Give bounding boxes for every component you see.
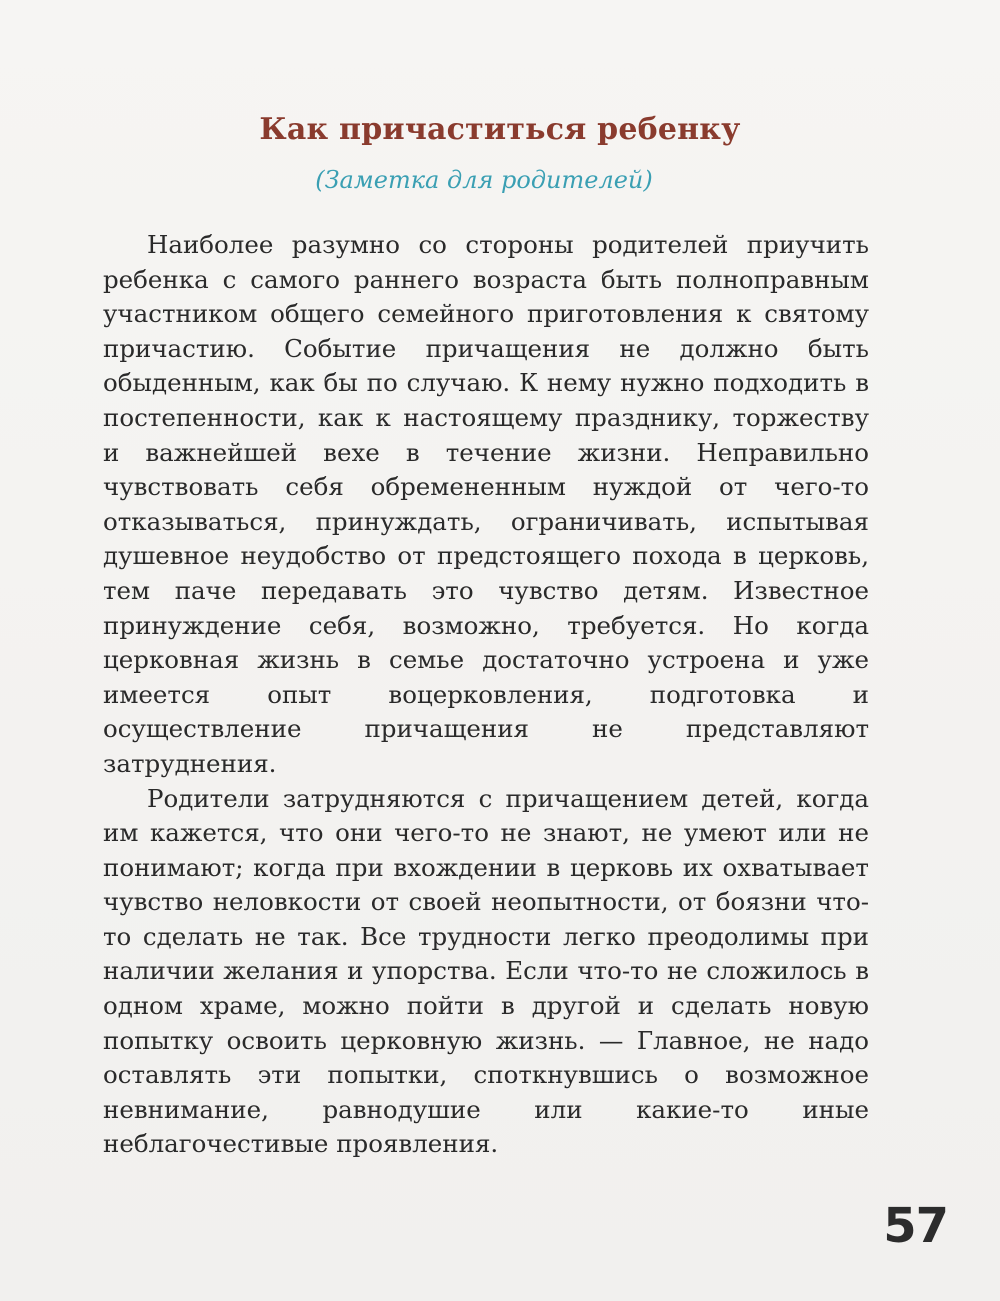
paragraph-1: Наиболее разумно со стороны родителей приучить ребенка с самого раннего возраста быть полноправным участником общего семейного приготовления к святому причастию. Событие причащения не должно быть обыденным, как бы по случаю. К нему нужно подходить в постепенности, как к настоящему празднику, торжеству и важнейшей вехе в течение жизни. Неправильно чувствовать себя обремененным нуждой от чего-то отказываться, принуждать, ограничивать, испытывая душевное неудобство от предстоящего похода в церковь, тем паче передавать это чувство детям. Известное принуждение себя, возможно, требуется. Но когда церковная жизнь в семье достаточно устроена и уже имеется опыт воцерковления, подготовка и осуществление причащения не представляют затруднения. bbox=[103, 230, 869, 778]
body-text bbox=[103, 228, 869, 1162]
paragraph-2: Родители затрудняются с причащением детей, когда им кажется, что они чего-то не знают, не умеют или не понимают; когда при вхождении в церковь их охватывает чувство неловкости от своей неопытности, от боязни что-то сделать не так. Все трудности легко преодолимы при наличии желания и упорства. Если что-то не сложилось в одном храме, можно пойти в другой и сделать новую попытку освоить церковную жизнь. — Главное, не надо оставлять эти попытки, споткнувшись о возможное невнимание, равнодушие или какие-то иные неблагочестивые проявления. bbox=[103, 783, 869, 1159]
page-subtitle: (Заметка для родителей) bbox=[315, 166, 653, 194]
page-title: Как причаститься ребенку bbox=[259, 112, 741, 147]
page-number: 57 bbox=[883, 1198, 948, 1254]
